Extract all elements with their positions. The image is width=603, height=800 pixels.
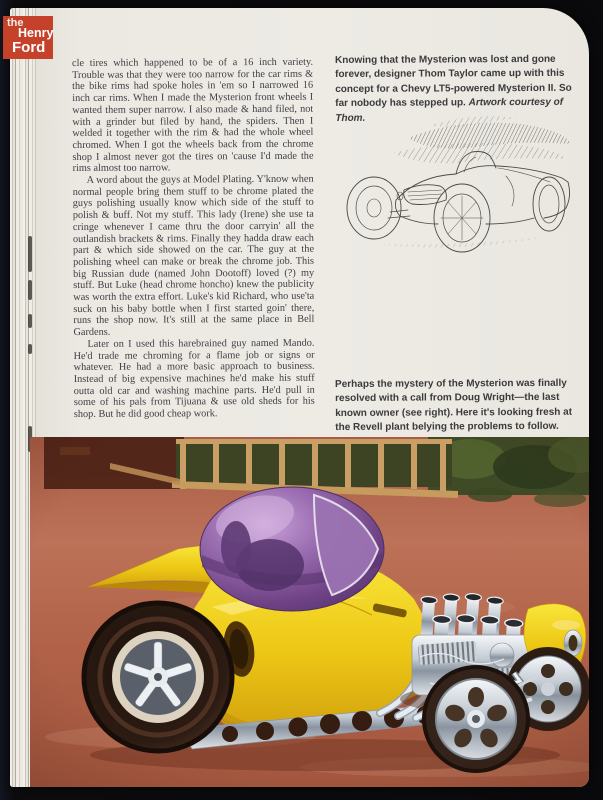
sketch-caption-credit: Artwork courtesy of Thom. [335,97,564,124]
body-text-column [72,57,315,421]
photo-vignette [30,437,589,787]
mysterion-ii-concept-sketch [338,110,580,282]
logo-the: the [7,17,24,29]
sketch-car [347,152,570,253]
spine-mark [28,314,32,328]
spine-mark [28,344,32,354]
paragraph: Later on I used this harebrained guy named Mando. He'd trade me chroming for a flame job or signs or whatever. He had a more basic approach to business. Instead of big expensive machines he'd make his stuff outta old car and washing machine parts. He'd pull in some of his pals from Tijuana & use old sheds for his shop. But he did good cheap work. [73,337,315,421]
paragraph: cle tires which happened to be of a 16 inch variety. Trouble was that they were too narrow for the car rims & the bike rims had spoke holes in 'em so I narrowed 16 inch car rims. When I made the Mysterion front wheels I wanted them super narrow. I also made & hand filed, not with a grinder but filed by hand, the spiders. Then I welded it together with the rim & had the whole wheel chromed. When I got the wheels back from the chrome shop I almost never got the tires on 'cause I'd made the rims almost too narrow. [72,56,314,175]
book-page [10,8,589,787]
sketch-hatch-cloud [393,116,571,163]
mysterion-at-revell-photo [30,437,589,787]
spine-mark [28,280,32,300]
logo-henry: Henry [18,26,54,40]
logo-ford: Ford [12,39,46,56]
photo-caption-text: Perhaps the mystery of the Mysterion was finally resolved with a call from Doug Wright—the last known owner (see right). Here it's looking fresh at the Revell plant belying the problems to follow. [335,377,573,434]
paragraph: A word about the guys at Model Plating. Y'know when normal people bring them stuff to be chrome plated the guys polishing usually know which side of the stuff to polish & buff. Not my stuff. This lady (Irene) she use ta cringe whenever I came thru the door carryin' all the outlandish brackets & rims. Finally they hadda draw each part & which side showed on the car. The guy at the polishing wheel can make or break the chrome job. This big Russian dude (named John Dootoff) loved (?) my stuff. But Luke (head chrome honcho) knew the publicity was worth the extra effort. Luke's kid Richard, who use'ta suck on his baby bottle when I first started goin' there, runs the shop now. It's still at the same place in Bell Gardens. [72,173,315,339]
henry-ford-logo [3,13,57,59]
sketch-caption-text: Knowing that the Mysterion was lost and gone forever, designer Thom Taylor came up with this concept for a Chevy LT5-powered Mysterion II. So far nobody has stepped up. [335,53,572,110]
spine-mark [28,236,32,272]
